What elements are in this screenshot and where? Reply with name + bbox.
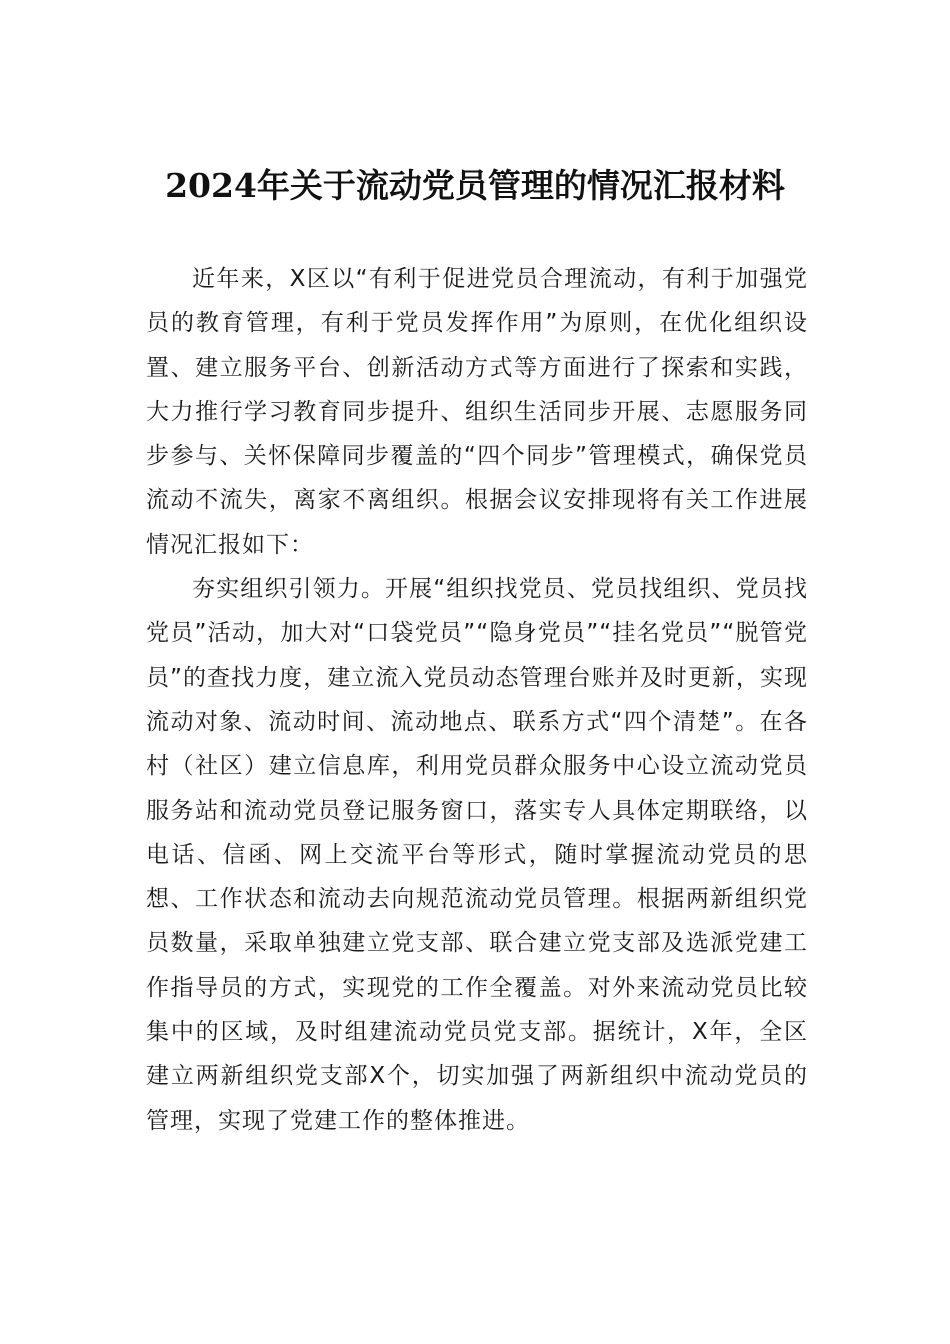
paragraph-intro: 近年来，X区以“有利于促进党员合理流动，有利于加强党员的教育管理，有利于党员发挥作用”为原则，在优化组织设置、建立服务平台、创新活动方式等方面进行了探索和实践，大力推行学习教育同步提升、组织生活同步开展、志愿服务同步参与、关怀保障同步覆盖的“四个同步”管理模式，确保党员流动不流失，离家不离组织。根据会议安排现将有关工作进展情况汇报如下： [146, 266, 808, 558]
document-body [146, 257, 808, 1143]
document-title: 2024年关于流动党员管理的情况汇报材料 [165, 166, 785, 205]
paragraph-organization: 夯实组织引领力。开展“组织找党员、党员找组织、党员找党员”活动，加大对“口袋党员”“隐身党员”“挂名党员”“脱管党员”的查找力度，建立流入党员动态管理台账并及时更新，实现流动对象、流动时间、流动地点、联系方式“四个清楚”。在各村（社区）建立信息库，利用党员群众服务中心设立流动党员服务站和流动党员登记服务窗口，落实专人具体定期联络，以电话、信函、网上交流平台等形式，随时掌握流动党员的思想、工作状态和流动去向规范流动党员管理。根据两新组织党员数量，采取单独建立党支部、联合建立党支部及选派党建工作指导员的方式，实现党的工作全覆盖。对外来流动党员比较集中的区域，及时组建流动党员党支部。据统计，X年，全区建立两新组织党支部X个，切实加强了两新组织中流动党员的管理，实现了党建工作的整体推进。 [146, 576, 808, 1134]
